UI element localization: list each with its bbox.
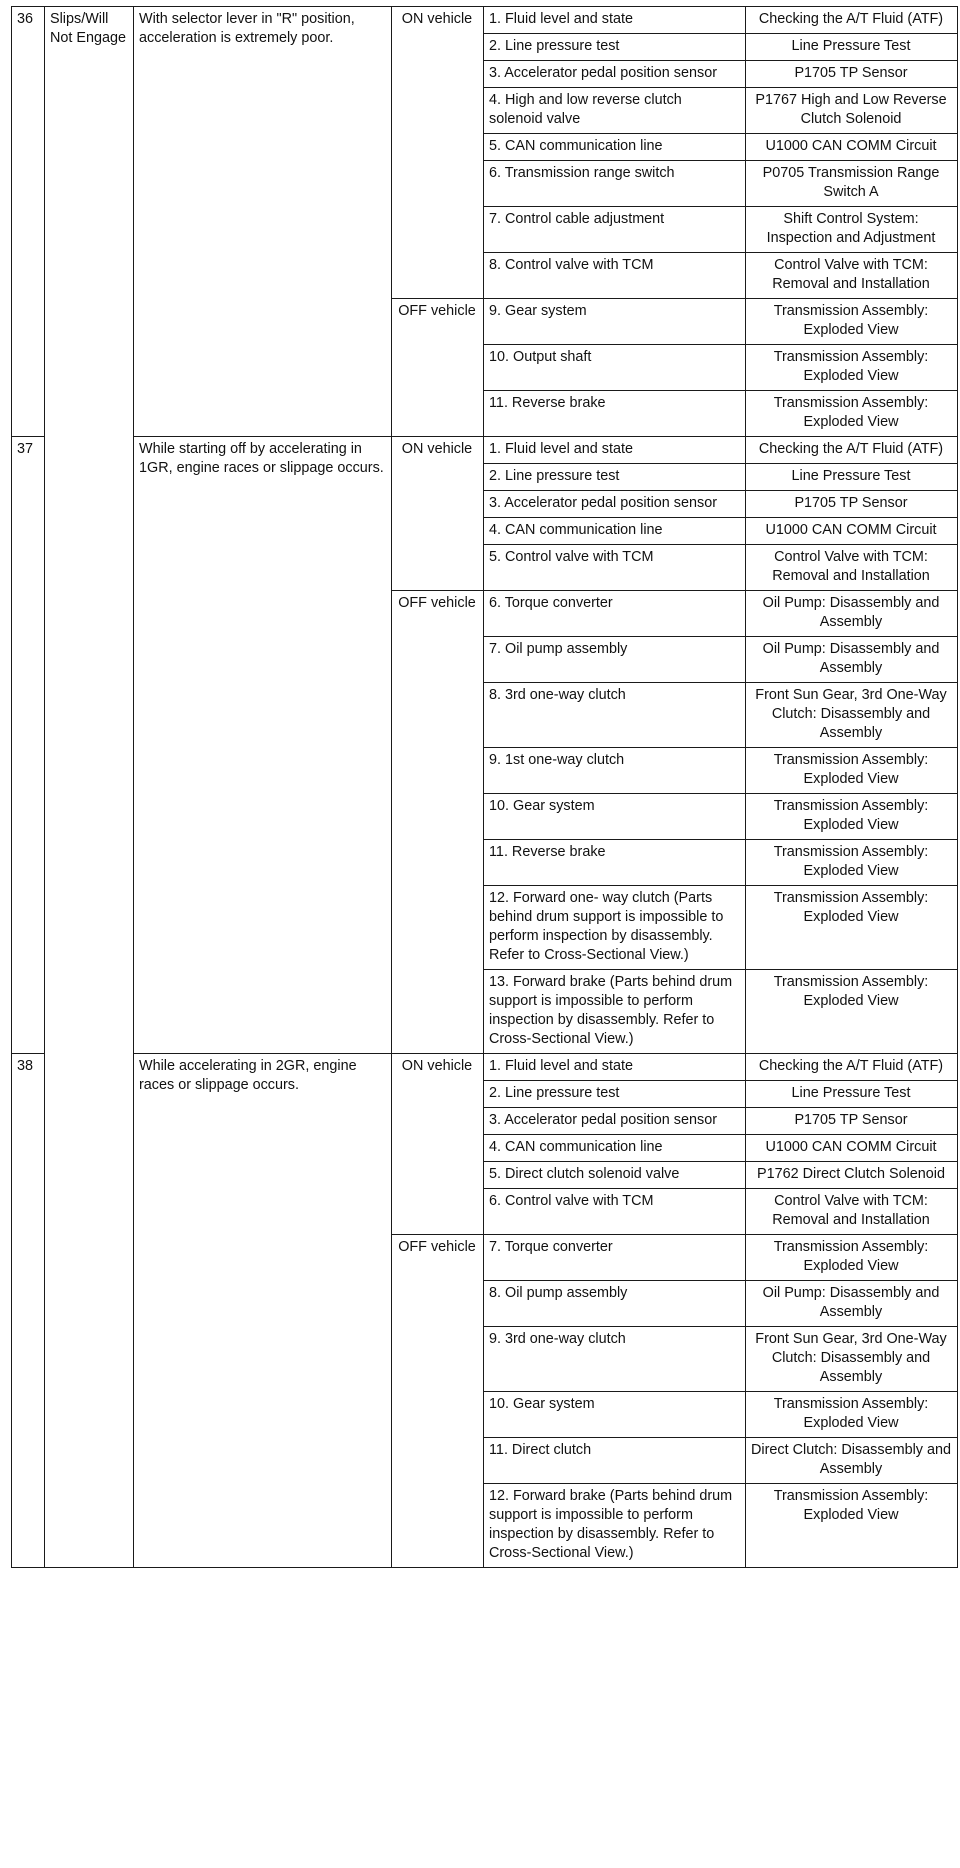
condition-cell: OFF vehicle [392,1235,484,1568]
reference-cell: P1705 TP Sensor [746,1108,958,1135]
reference-cell: Shift Control System: Inspection and Adjustment [746,207,958,253]
inspection-item: 9. Gear system [484,299,746,345]
inspection-item: 13. Forward brake (Parts behind drum support is impossible to perform inspection by disassembly. Refer to Cross-Sectional View.) [484,970,746,1054]
symptom-description: While starting off by accelerating in 1GR, engine races or slippage occurs. [134,437,392,1054]
inspection-item: 2. Line pressure test [484,34,746,61]
inspection-item: 10. Output shaft [484,345,746,391]
table-row [12,437,958,464]
item-number: 38 [12,1054,45,1568]
reference-cell: Transmission Assembly: Exploded View [746,299,958,345]
inspection-item: 12. Forward one- way clutch (Parts behind drum support is impossible to perform inspection by disassembly. Refer to Cross-Sectional View.) [484,886,746,970]
symptom-description: While accelerating in 2GR, engine races or slippage occurs. [134,1054,392,1568]
reference-cell: Direct Clutch: Disassembly and Assembly [746,1438,958,1484]
inspection-item: 7. Torque converter [484,1235,746,1281]
inspection-item: 3. Accelerator pedal position sensor [484,1108,746,1135]
reference-cell: Transmission Assembly: Exploded View [746,1235,958,1281]
reference-cell: Transmission Assembly: Exploded View [746,794,958,840]
inspection-item: 9. 1st one-way clutch [484,748,746,794]
reference-cell: Line Pressure Test [746,464,958,491]
symptom-cell: Slips/Will Not Engage [45,7,134,1568]
reference-cell: Oil Pump: Disassembly and Assembly [746,1281,958,1327]
reference-cell: Oil Pump: Disassembly and Assembly [746,637,958,683]
reference-cell: Checking the A/T Fluid (ATF) [746,437,958,464]
inspection-item: 3. Accelerator pedal position sensor [484,61,746,88]
inspection-item: 4. High and low reverse clutch solenoid valve [484,88,746,134]
inspection-item: 11. Reverse brake [484,840,746,886]
reference-cell: Checking the A/T Fluid (ATF) [746,7,958,34]
condition-cell: OFF vehicle [392,299,484,437]
inspection-item: 1. Fluid level and state [484,1054,746,1081]
diagnosis-table-body [12,7,958,1568]
table-row [12,7,958,34]
reference-cell: Control Valve with TCM: Removal and Installation [746,253,958,299]
inspection-item: 5. Control valve with TCM [484,545,746,591]
inspection-item: 4. CAN communication line [484,1135,746,1162]
inspection-item: 8. 3rd one-way clutch [484,683,746,748]
reference-cell: Front Sun Gear, 3rd One-Way Clutch: Disassembly and Assembly [746,683,958,748]
reference-cell: Line Pressure Test [746,1081,958,1108]
table-row [12,1054,958,1081]
inspection-item: 2. Line pressure test [484,464,746,491]
reference-cell: Transmission Assembly: Exploded View [746,1392,958,1438]
inspection-item: 6. Torque converter [484,591,746,637]
reference-cell: Transmission Assembly: Exploded View [746,840,958,886]
inspection-item: 10. Gear system [484,794,746,840]
reference-cell: Transmission Assembly: Exploded View [746,345,958,391]
inspection-item: 4. CAN communication line [484,518,746,545]
item-number: 36 [12,7,45,437]
reference-cell: Transmission Assembly: Exploded View [746,886,958,970]
reference-cell: Line Pressure Test [746,34,958,61]
reference-cell: P1705 TP Sensor [746,491,958,518]
reference-cell: P0705 Transmission Range Switch A [746,161,958,207]
reference-cell: P1762 Direct Clutch Solenoid [746,1162,958,1189]
inspection-item: 6. Transmission range switch [484,161,746,207]
inspection-item: 11. Direct clutch [484,1438,746,1484]
inspection-item: 7. Oil pump assembly [484,637,746,683]
inspection-item: 10. Gear system [484,1392,746,1438]
symptom-description: With selector lever in "R" position, acceleration is extremely poor. [134,7,392,437]
inspection-item: 5. CAN communication line [484,134,746,161]
inspection-item: 2. Line pressure test [484,1081,746,1108]
inspection-item: 11. Reverse brake [484,391,746,437]
condition-cell: OFF vehicle [392,591,484,1054]
condition-cell: ON vehicle [392,437,484,591]
inspection-item: 9. 3rd one-way clutch [484,1327,746,1392]
reference-cell: U1000 CAN COMM Circuit [746,1135,958,1162]
reference-cell: Transmission Assembly: Exploded View [746,1484,958,1568]
condition-cell: ON vehicle [392,1054,484,1235]
inspection-item: 6. Control valve with TCM [484,1189,746,1235]
reference-cell: Transmission Assembly: Exploded View [746,748,958,794]
item-number: 37 [12,437,45,1054]
inspection-item: 5. Direct clutch solenoid valve [484,1162,746,1189]
inspection-item: 8. Control valve with TCM [484,253,746,299]
condition-cell: ON vehicle [392,7,484,299]
inspection-item: 12. Forward brake (Parts behind drum support is impossible to perform inspection by disassembly. Refer to Cross-Sectional View.) [484,1484,746,1568]
reference-cell: U1000 CAN COMM Circuit [746,518,958,545]
diagnosis-table [11,6,958,1568]
reference-cell: U1000 CAN COMM Circuit [746,134,958,161]
reference-cell: Transmission Assembly: Exploded View [746,391,958,437]
reference-cell: Front Sun Gear, 3rd One-Way Clutch: Disassembly and Assembly [746,1327,958,1392]
reference-cell: Control Valve with TCM: Removal and Installation [746,1189,958,1235]
reference-cell: P1705 TP Sensor [746,61,958,88]
reference-cell: Transmission Assembly: Exploded View [746,970,958,1054]
inspection-item: 3. Accelerator pedal position sensor [484,491,746,518]
inspection-item: 7. Control cable adjustment [484,207,746,253]
inspection-item: 1. Fluid level and state [484,7,746,34]
reference-cell: Control Valve with TCM: Removal and Installation [746,545,958,591]
reference-cell: Oil Pump: Disassembly and Assembly [746,591,958,637]
reference-cell: Checking the A/T Fluid (ATF) [746,1054,958,1081]
inspection-item: 8. Oil pump assembly [484,1281,746,1327]
inspection-item: 1. Fluid level and state [484,437,746,464]
reference-cell: P1767 High and Low Reverse Clutch Solenoid [746,88,958,134]
